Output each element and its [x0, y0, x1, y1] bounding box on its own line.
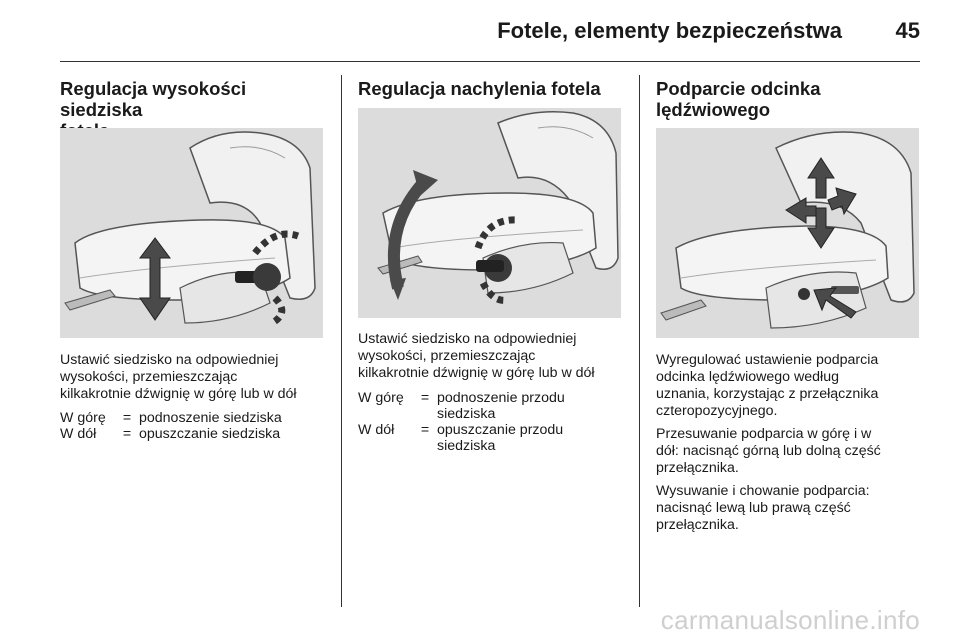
- caption-paragraph: [656, 483, 926, 534]
- definition-desc: opuszczanie siedziska: [139, 426, 281, 442]
- caption-line: przełącznika.: [656, 517, 739, 533]
- page-number: 45: [895, 18, 920, 43]
- caption-line: Wyregulować ustawienie podparcia: [656, 352, 879, 368]
- definition-sep: =: [420, 390, 430, 406]
- definition-row: [358, 422, 628, 454]
- definition-term: W górę: [60, 410, 106, 426]
- seat-tilt-definitions: [358, 390, 628, 454]
- section-title: Fotele, elementy bezpieczeństwa: [497, 18, 842, 43]
- definition-row: [60, 426, 330, 442]
- caption-line: nacisnąć lewą lub prawą część: [656, 500, 851, 516]
- column-divider: [341, 75, 342, 607]
- section-heading: [656, 78, 926, 120]
- caption-line: dół: nacisnąć górną lub dolną część: [656, 443, 881, 459]
- caption-line: kilkakrotnie dźwignię w górę lub w dół: [358, 365, 595, 381]
- caption-line: odcinka lędźwiowego według: [656, 369, 839, 385]
- caption-line: Ustawić siedzisko na odpowiedniej: [358, 331, 577, 347]
- definition-term: W dół: [358, 422, 395, 438]
- definition-desc: podnoszenie siedziska: [139, 410, 282, 426]
- definition-term: W górę: [358, 390, 404, 406]
- caption-line: Wysuwanie i chowanie podparcia:: [656, 483, 870, 499]
- caption-line: wysokości, przemieszczając: [60, 369, 238, 385]
- caption-paragraph: [656, 352, 926, 420]
- caption-line: czteropozycyjnego.: [656, 403, 778, 419]
- heading-line: Podparcie odcinka: [656, 78, 821, 99]
- definition-sep: =: [122, 426, 132, 442]
- caption-line: przełącznika.: [656, 460, 739, 476]
- definition-sep: =: [122, 410, 132, 426]
- heading-line: Regulacja wysokości siedziska: [60, 78, 247, 120]
- seat-height-caption: [60, 352, 330, 403]
- definition-desc-line: opuszczanie przodu: [437, 422, 564, 438]
- definition-term: W dół: [60, 426, 97, 442]
- column-divider: [639, 75, 640, 607]
- seat-tilt-illustration: [358, 108, 621, 318]
- lumbar-support-caption: [656, 352, 926, 540]
- definition-row: [358, 390, 628, 422]
- section-lumbar-support: [656, 78, 926, 120]
- definition-row: [60, 410, 330, 426]
- heading-line: lędźwiowego: [656, 99, 771, 120]
- page-header: [0, 0, 960, 62]
- caption-line: Ustawić siedzisko na odpowiedniej: [60, 352, 279, 368]
- section-seat-tilt: [358, 78, 628, 99]
- seat-height-illustration: [60, 128, 323, 338]
- definition-desc-line: siedziska: [437, 438, 496, 454]
- caption-line: Przesuwanie podparcia w górę i w: [656, 426, 872, 442]
- section-heading: [358, 78, 628, 99]
- definition-desc: [437, 422, 628, 454]
- definition-desc-line: podnoszenie przodu: [437, 390, 565, 406]
- caption-line: kilkakrotnie dźwignię w górę lub w dół: [60, 386, 297, 402]
- seat-height-definitions: [60, 410, 330, 442]
- definition-sep: =: [420, 422, 430, 438]
- definition-desc-line: siedziska: [437, 406, 496, 422]
- lumbar-support-illustration: [656, 128, 919, 338]
- caption-line: uznania, korzystając z przełącznika: [656, 386, 879, 402]
- seat-tilt-caption: [358, 331, 628, 382]
- caption-paragraph: [656, 426, 926, 477]
- definition-desc: [437, 390, 628, 422]
- heading-line: Regulacja nachylenia fotela: [358, 78, 601, 99]
- caption-line: wysokości, przemieszczając: [358, 348, 536, 364]
- header-rule: [60, 61, 920, 62]
- watermark: carmanualsonline.info: [660, 605, 920, 635]
